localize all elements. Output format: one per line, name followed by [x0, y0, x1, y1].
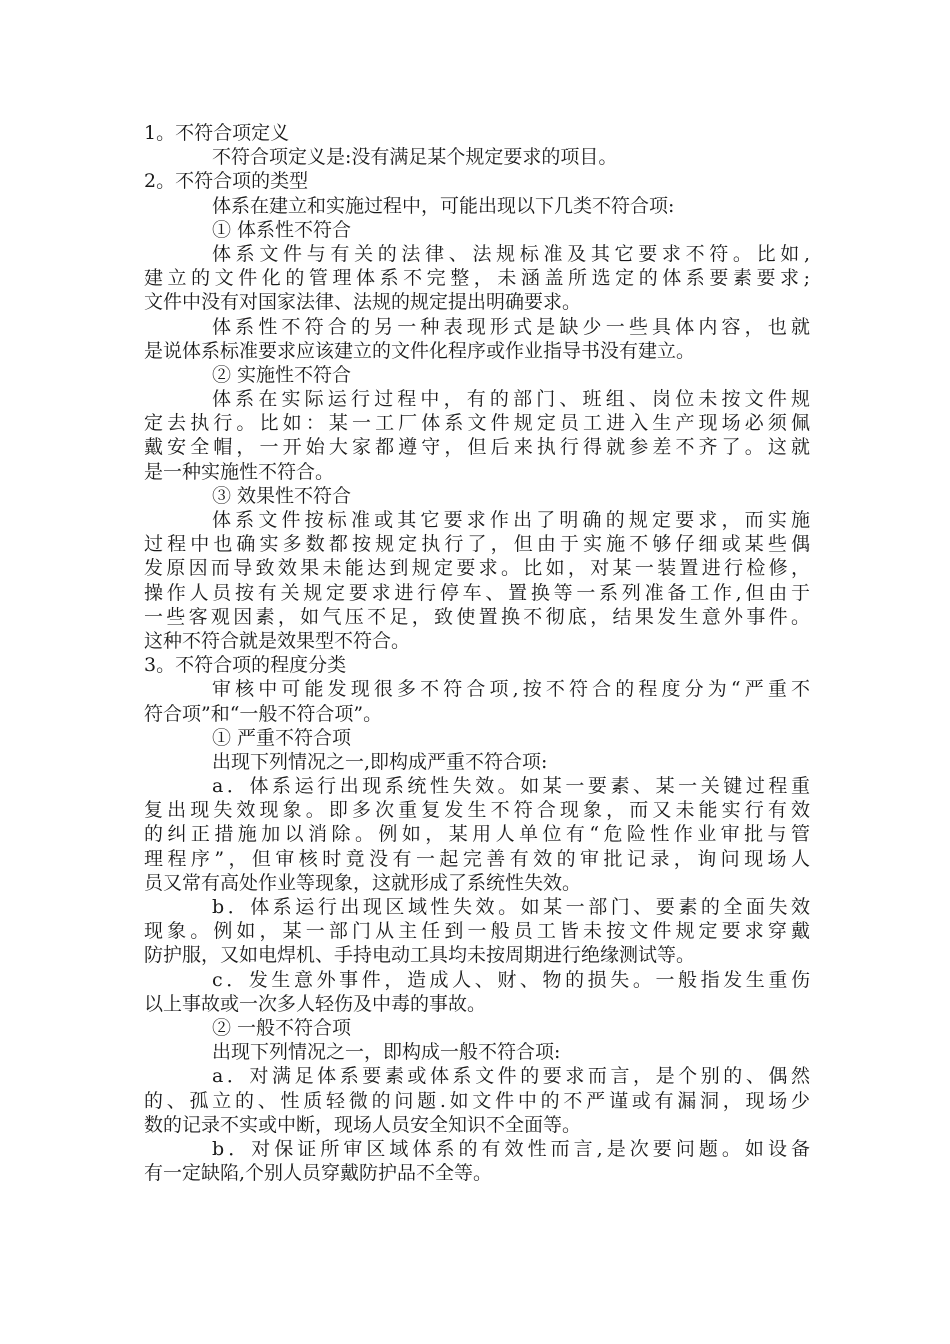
document-line: 一些客观因素，如气压不足，致使置换不彻底，结果发生意外事件。	[144, 605, 810, 628]
document-line: 过程中也确实多数都按规定执行了，但由于实施不够仔细或某些偶	[144, 533, 810, 556]
document-line: 是说体系标准要求应该建立的文件化程序或作业指导书没有建立。	[144, 339, 696, 362]
document-line: 1。不符合项定义	[144, 122, 290, 144]
document-line: 这种不符合就是效果型不符合。	[144, 629, 411, 652]
document-line: 理程序”，但审核时竟没有一起完善有效的审批记录，询问现场人	[144, 847, 810, 870]
document-line: 员又常有高处作业等现象，这就形成了系统性失效。	[144, 871, 582, 894]
document-line: 出现下列情况之一，即构成一般不符合项:	[212, 1041, 561, 1064]
document-line: 文件中没有对国家法律、法规的规定提出明确要求。	[144, 291, 582, 314]
document-line: a．体系运行出现系统性失效。如某一要素、某一关键过程重	[212, 775, 810, 798]
document-line: 复出现失效现象。即多次重复发生不符合现象，而又未能实行有效	[144, 799, 810, 822]
document-line: 的纠正措施加以消除。例如，某用人单位有“危险性作业审批与管	[144, 823, 810, 846]
document-line: 数的记录不实或中断，现场人员安全知识不全面等。	[144, 1113, 582, 1136]
document-line: 是一种实施性不符合。	[144, 460, 335, 483]
document-line: 体系在实际运行过程中，有的部门、班组、岗位未按文件规	[212, 388, 810, 411]
document-line: c．发生意外事件，造成人、财、物的损失。一般指发生重伤	[212, 968, 810, 991]
document-line: 建立的文件化的管理体系不完整，未涵盖所选定的体系要素要求;	[144, 267, 810, 290]
document-line: b．对保证所审区域体系的有效性而言,是次要问题。如设备	[212, 1137, 810, 1160]
document-line: 符合项”和“一般不符合项”。	[144, 702, 383, 725]
document-line: 体系性不符合的另一种表现形式是缺少一些具体内容，也就	[212, 315, 810, 338]
document-line: 的、孤立的、性质轻微的问题.如文件中的不严谨或有漏洞，现场少	[144, 1089, 810, 1112]
document-line: 3。不符合项的程度分类	[144, 654, 347, 677]
document-line: 体系在建立和实施过程中，可能出现以下几类不符合项:	[212, 194, 675, 217]
document-line: ① 体系性不符合	[212, 218, 352, 241]
document-line: 发原因而导致效果未能达到规定要求。比如，对某一装置进行检修，	[144, 557, 810, 580]
document-line: ① 严重不符合项	[212, 726, 352, 749]
document-line: 防护服，又如电焊机、手持电动工具均未按周期进行绝缘测试等。	[144, 944, 696, 967]
document-line: ② 实施性不符合	[212, 363, 352, 386]
document-line: 审核中可能发现很多不符合项,按不符合的程度分为“严重不	[212, 678, 810, 701]
document-line: 操作人员按有关规定要求进行停车、置换等一系列准备工作,但由于	[144, 581, 810, 604]
document-line: ③ 效果性不符合	[212, 484, 352, 507]
document-line: ② 一般不符合项	[212, 1016, 352, 1039]
document-line: 不符合项定义是:没有满足某个规定要求的项目。	[212, 146, 618, 169]
document-line: 出现下列情况之一,即构成严重不符合项:	[212, 750, 548, 773]
document-line: 戴安全帽，一开始大家都遵守，但后来执行得就参差不齐了。这就	[144, 436, 810, 459]
document-line: a．对满足体系要素或体系文件的要求而言，是个别的、偶然	[212, 1065, 810, 1088]
document-line: 体系文件与有关的法律、法规标准及其它要求不符。比如,	[212, 242, 810, 265]
document-body	[144, 121, 810, 1185]
document-line: 定去执行。比如：某一工厂体系文件规定员工进入生产现场必须佩	[144, 412, 810, 435]
document-line: 有一定缺陷,个别人员穿戴防护品不全等。	[144, 1162, 493, 1185]
document-line: 现象。例如，某一部门从主任到一般员工皆未按文件规定要求穿戴	[144, 920, 810, 943]
document-line: 以上事故或一次多人轻伤及中毒的事故。	[144, 992, 487, 1015]
document-line: 2。不符合项的类型	[144, 170, 309, 193]
document-line: b．体系运行出现区域性失效。如某一部门、要素的全面失效	[212, 896, 810, 918]
document-line: 体系文件按标准或其它要求作出了明确的规定要求，而实施	[212, 509, 810, 531]
